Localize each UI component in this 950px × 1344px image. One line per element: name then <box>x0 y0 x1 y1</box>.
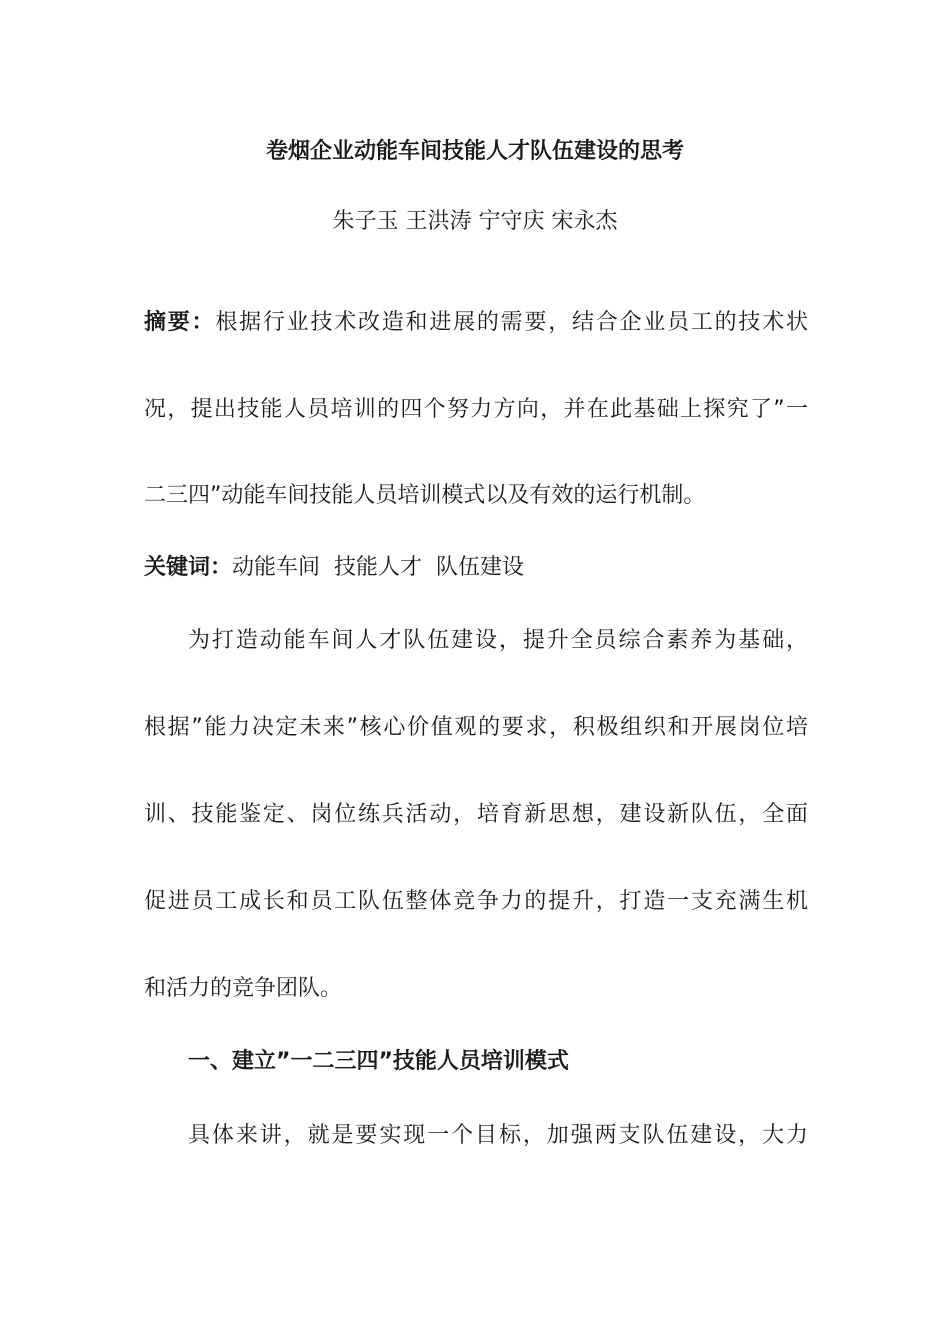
keywords-label: 关键词： <box>144 555 233 580</box>
keyword-item: 队伍建设 <box>436 555 525 580</box>
intro-line-4: 促进员工成长和员工队伍整体竞争力的提升，打造一支充满生机 <box>144 889 808 914</box>
intro-line-3: 训、技能鉴定、岗位练兵活动，培育新思想，建设新队伍，全面 <box>144 802 808 827</box>
abstract-label: 摘要： <box>144 310 216 335</box>
abstract-text-1: 根据行业技术改造和进展的需要，结合企业员工的技术状 <box>215 310 808 335</box>
abstract-line-1 <box>144 305 808 341</box>
intro-line-2: 根据”能力决定未来”核心价值观的要求，积极组织和开展岗位培 <box>144 715 808 740</box>
intro-line-5: 和活力的竞争团队。 <box>144 976 343 1001</box>
keywords-line <box>144 550 808 586</box>
document-title: 卷烟企业动能车间技能人才队伍建设的思考 <box>265 139 684 164</box>
section-heading: 一、建立”一二三四”技能人员培训模式 <box>188 1049 569 1074</box>
intro-line-1: 为打造动能车间人才队伍建设，提升全员综合素养为基础， <box>188 628 808 653</box>
abstract-line-3: 二三四”动能车间技能人员培训模式以及有效的运行机制。 <box>144 483 706 508</box>
section-paragraph-line-1: 具体来讲，就是要实现一个目标，加强两支队伍建设，大力 <box>188 1123 808 1148</box>
abstract-line-2: 况，提出技能人员培训的四个努力方向，并在此基础上探究了”一 <box>144 397 808 422</box>
keyword-item: 技能人才 <box>334 555 423 580</box>
document-authors: 朱子玉 王洪涛 宁守庆 宋永杰 <box>332 209 618 234</box>
keyword-item: 动能车间 <box>232 555 321 580</box>
